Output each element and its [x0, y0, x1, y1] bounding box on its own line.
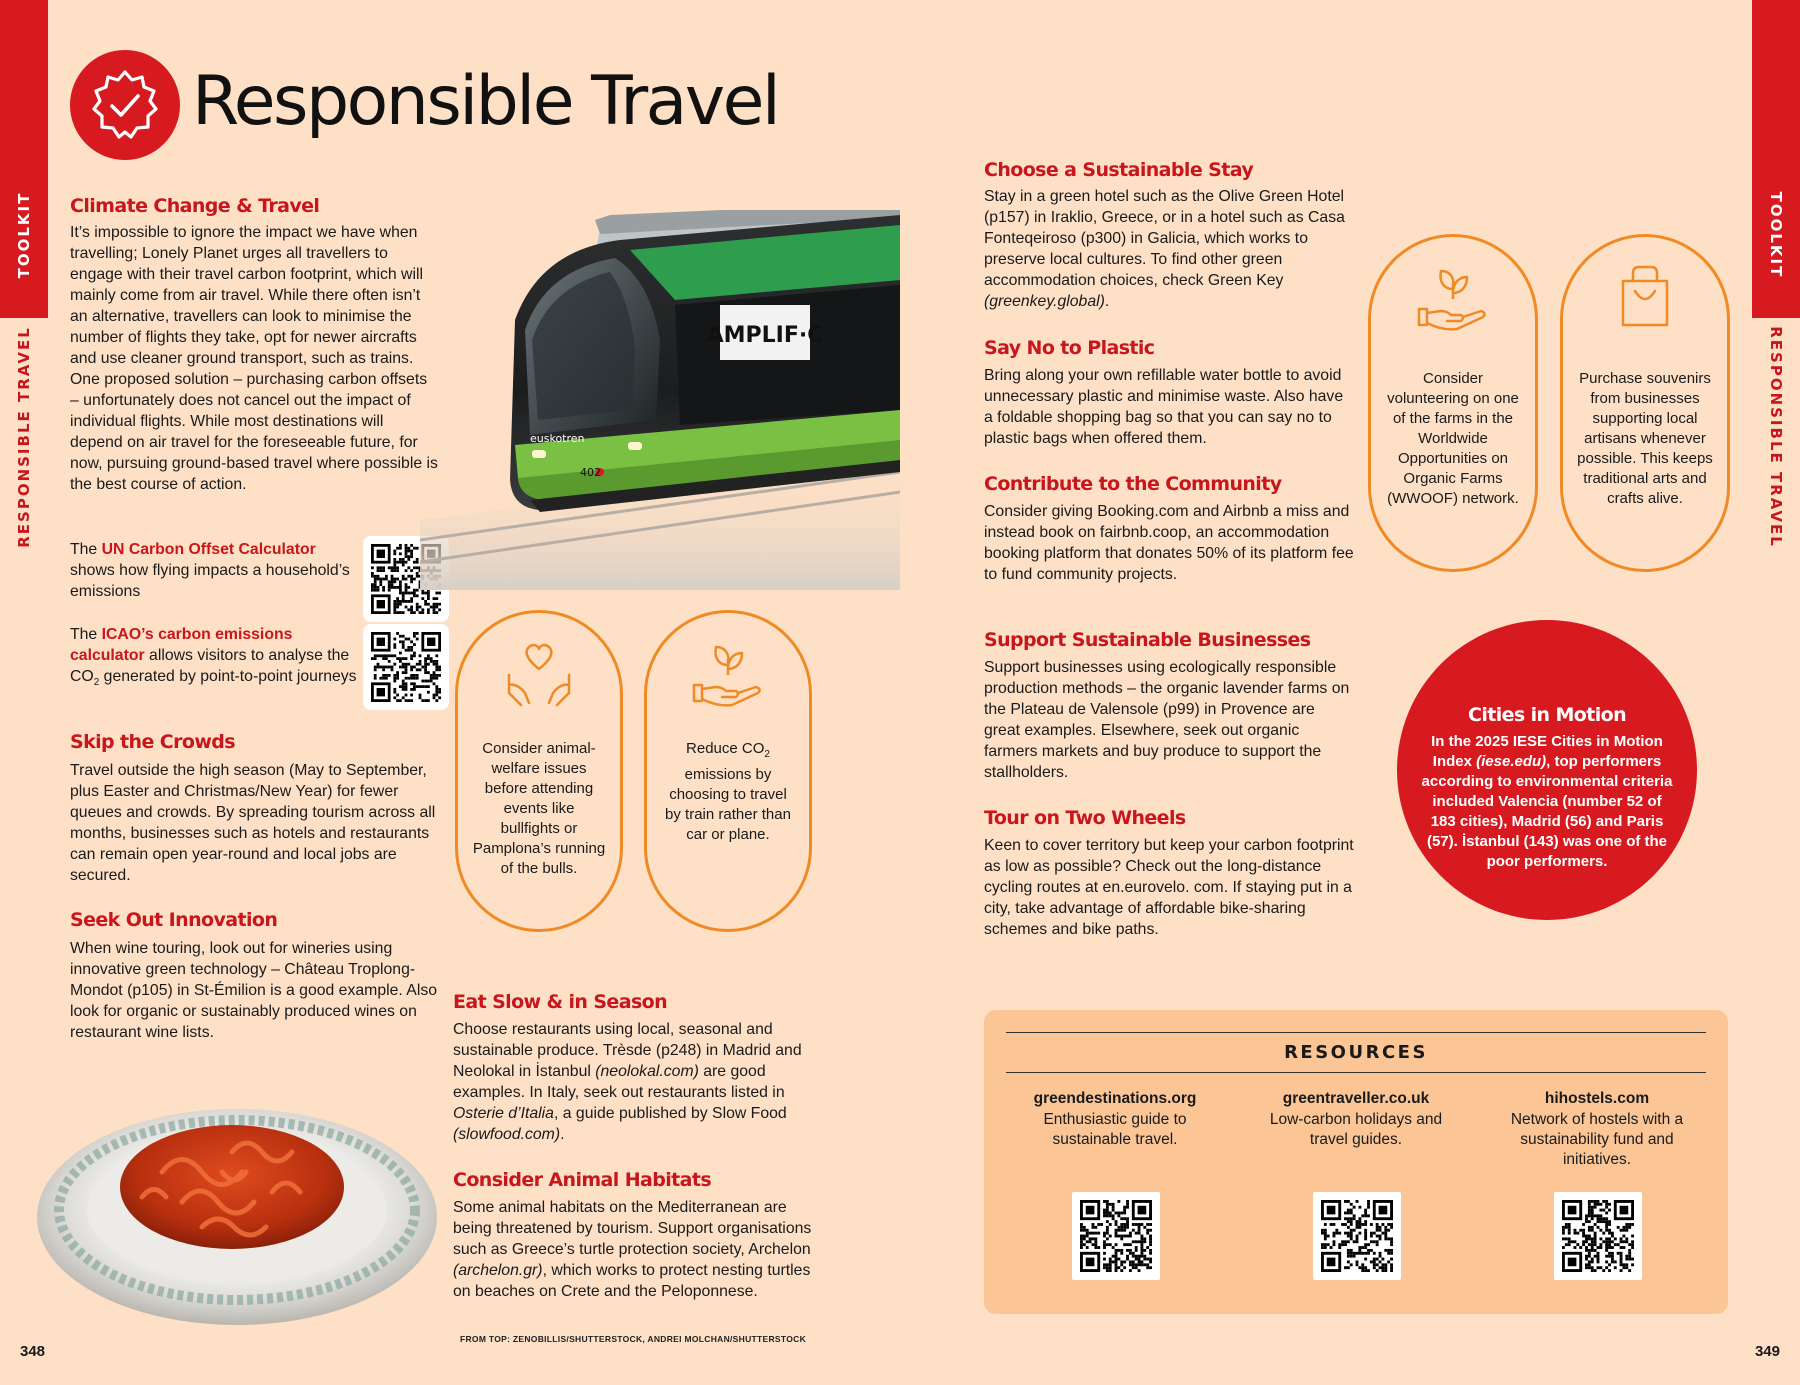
- right-side-strip: [1752, 0, 1800, 1385]
- resources-box: [984, 1010, 1728, 1314]
- page-title: Responsible Travel: [192, 62, 779, 141]
- toolkit-tab-label: TOOLKIT: [15, 191, 33, 279]
- tram-banner: AMPLIF·C: [706, 323, 824, 348]
- cities-in-motion-circle: [1397, 620, 1697, 920]
- innovation-body: When wine touring, look out for wineries using innovative green technology – Château Troplong-Mondot (p105) in St-Émilion is a good example. Also look for organic or sustainably produced wines on restaurant wine lists.: [70, 940, 438, 1041]
- cities-heading: Cities in Motion: [1467, 704, 1627, 726]
- crowds-heading: Skip the Crowds: [70, 731, 235, 753]
- tram-photo: [420, 210, 900, 590]
- qr-code-hihostels[interactable]: [1554, 1192, 1642, 1280]
- shopping-bag-icon: [1605, 259, 1685, 339]
- tram-operator: euskotren: [530, 432, 585, 445]
- climate-body: It’s impossible to ignore the impact we have when travelling; Lonely Planet urges all travellers to engage with their travel carbon footprint, which will mainly come from air travel. While there often isn’t an alternative, travellers can look to minimise the number of flights they take, opt for newer aircrafts and use cleaner ground transport, such as trains. One proposed solution – purchasing carbon offsets – unfortunately does not cancel out the impact of individual flights. While most destinations will depend on air travel for the foreseeable future, for now, pursuing ground-based travel where possible is the best course of action.: [70, 224, 438, 493]
- qr-code-greentraveller[interactable]: [1313, 1192, 1401, 1280]
- pill-reduce-co2: [644, 610, 812, 932]
- resource-site[interactable]: greentraveller.co.uk: [1282, 1090, 1430, 1107]
- pill-souvenirs-text: Purchase souvenirs from businesses supporting local artisans whenever possible. This keeps traditional arts and crafts alive.: [1577, 370, 1713, 507]
- resources-rule-top: [1006, 1032, 1706, 1033]
- resource-desc: Low-carbon holidays and travel guides.: [1269, 1111, 1443, 1148]
- climate-section: [70, 194, 440, 495]
- pill-wwoof: [1368, 234, 1538, 572]
- pill-animal-welfare: [455, 610, 623, 932]
- habitats-body: Some animal habitats on the Mediterranean are being threatened by tourism. Support organisations such as Greece’s turtle protection society, Archelon (archelon.gr), which works to protect nesting turtles on beaches on Crete and the Peloponnese.: [453, 1199, 812, 1300]
- icao-calculator-text: The ICAO’s carbon emissions calculator allows visitors to analyse the $CO_2$ generated by point-to-point journeys: [70, 626, 357, 689]
- badge-check-icon: [70, 50, 180, 160]
- business-section: [984, 628, 1354, 783]
- community-section: [984, 472, 1354, 585]
- page-number-right: 349: [1754, 1343, 1780, 1360]
- resources-title: RESOURCES: [1284, 1042, 1428, 1063]
- resource-item[interactable]: [984, 1090, 1246, 1150]
- un-calculator-link[interactable]: UN Carbon Offset Calculator: [101, 541, 316, 558]
- plastic-body: Bring along your own refillable water bottle to avoid unnecessary plastic and minimise waste. Also have a foldable shopping bag so that you can say no to plastic bags when offered them.: [984, 367, 1344, 447]
- business-body: Support businesses using ecologically responsible production methods – the organic lavender farms on the Plateau de Valensole (p99) in Provence are great examples. Elsewhere, seek out organic farmers markets and buy produce to support the stallholders.: [984, 659, 1350, 781]
- resource-desc: Network of hostels with a sustainability fund and initiatives.: [1510, 1111, 1684, 1168]
- innovation-section: [70, 908, 440, 1043]
- eat-heading: Eat Slow & in Season: [453, 991, 668, 1013]
- un-calculator-text: The UN Carbon Offset Calculator shows how flying impacts a household’s emissions: [70, 541, 350, 600]
- hands-heart-icon: [499, 635, 579, 715]
- resource-site[interactable]: hihostels.com: [1544, 1090, 1650, 1107]
- stay-heading: Choose a Sustainable Stay: [984, 159, 1254, 181]
- resource-item[interactable]: [1466, 1090, 1728, 1170]
- section-side-label-right: RESPONSIBLE TRAVEL: [1767, 326, 1785, 548]
- hand-plant-icon: [1413, 259, 1493, 339]
- resource-site[interactable]: greendestinations.org: [1033, 1090, 1197, 1107]
- resources-rule-bottom: [1006, 1072, 1706, 1073]
- habitats-heading: Consider Animal Habitats: [453, 1169, 712, 1191]
- qr-code-greendestinations[interactable]: [1072, 1192, 1160, 1280]
- stay-body: Stay in a green hotel such as the Olive Green Hotel (p157) in Iraklio, Greece, or in a hotel such as Casa Fonteqeiroso (p300) in Galicia, which works to preserve local cultures. To find other green accommodation choices, check Green Key (greenkey.global).: [984, 188, 1345, 310]
- icao-calculator-link[interactable]: ICAO’s carbon emissions calculator: [70, 626, 293, 664]
- crowds-body: Travel outside the high season (May to September, plus Easter and Christmas/New Year) for fewer queues and crowds. By spreading tourism across all months, businesses such as hotels and restaurants can remain open year-round and local jobs are secured.: [70, 762, 436, 884]
- pill-reduce-co2-text: Reduce $CO_2$ emissions by choosing to travel by train rather than car or plane.: [665, 740, 791, 843]
- plastic-heading: Say No to Plastic: [984, 337, 1155, 359]
- toolkit-tab-label-right: TOOLKIT: [1767, 191, 1785, 279]
- eat-section: [453, 990, 813, 1145]
- pill-animal-welfare-text: Consider animal-welfare issues before attending events like bullfights or Pamplona’s running of the bulls.: [472, 740, 606, 877]
- resource-desc: Enthusiastic guide to sustainable travel.: [1043, 1111, 1187, 1148]
- innovation-heading: Seek Out Innovation: [70, 909, 278, 931]
- page-number-left: 348: [20, 1343, 46, 1360]
- tram-number: 402: [580, 466, 601, 479]
- hand-leaf-icon: [688, 635, 768, 715]
- wheels-section: [984, 806, 1354, 940]
- habitats-section: [453, 1168, 823, 1302]
- eat-body: Choose restaurants using local, seasonal and sustainable produce. Trèsde (p248) in Madrid and Neolokal in İstanbul (neolokal.com) are good examples. In Italy, seek out restaurants listed in Osterie d’Italia, a guide published by Slow Food (slowfood.com).: [453, 1021, 802, 1143]
- resource-item[interactable]: [1225, 1090, 1487, 1150]
- community-heading: Contribute to the Community: [984, 473, 1282, 495]
- pasta-photo: [32, 1072, 442, 1332]
- pill-souvenirs: [1560, 234, 1730, 572]
- plastic-section: [984, 336, 1354, 449]
- pill-wwoof-text: Consider volunteering on one of the farms in the Worldwide Opportunities on Organic Farms (WWOOF) network.: [1387, 370, 1519, 507]
- community-body: Consider giving Booking.com and Airbnb a miss and instead book on fairbnb.coop, an accommodation booking platform that donates 50% of its platform fee to fund community projects.: [984, 503, 1354, 583]
- cities-body: In the 2025 IESE Cities in Motion Index (iese.edu), top performers according to environmental criteria included Valencia (number 52 of 183 cities), Madrid (56) and Paris (57). İstanbul (143) was one of the poor performers.: [1421, 733, 1673, 870]
- business-heading: Support Sustainable Businesses: [984, 629, 1311, 651]
- wheels-body: Keen to cover territory but keep your carbon footprint as low as possible? Check out the long-distance cycling routes at en.eurovelo. com. If staying put in a city, take advantage of affordable bike-sharing schemes and bike paths.: [984, 837, 1354, 938]
- section-side-label: RESPONSIBLE TRAVEL: [15, 326, 33, 548]
- crowds-section: [70, 730, 440, 886]
- climate-heading: Climate Change & Travel: [70, 195, 320, 217]
- photo-credits: FROM TOP: ZENOBILLIS/SHUTTERSTOCK, ANDREI MOLCHAN/SHUTTERSTOCK: [460, 1334, 807, 1344]
- qr-code-icao-calculator[interactable]: [363, 624, 449, 710]
- stay-section: [984, 158, 1354, 312]
- wheels-heading: Tour on Two Wheels: [984, 807, 1186, 829]
